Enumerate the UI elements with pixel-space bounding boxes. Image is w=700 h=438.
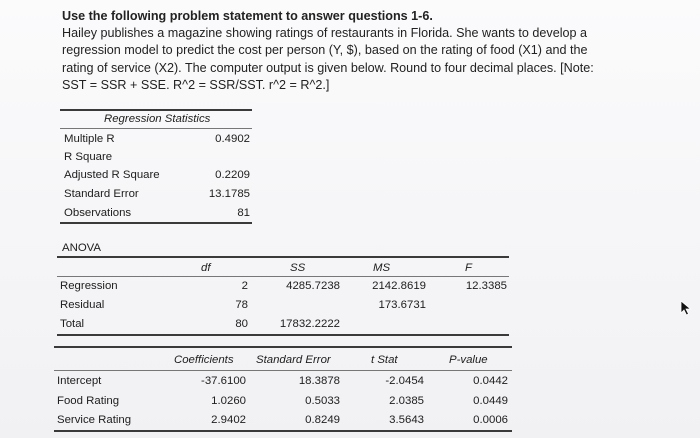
anova-f: 12.3385 — [465, 280, 507, 292]
coef-t-stat: 3.5643 — [389, 414, 424, 426]
anova-header-ss: SS — [290, 262, 306, 274]
regstats-title: Regression Statistics — [104, 113, 211, 125]
coef-header-t-stat: t Stat — [371, 354, 398, 366]
coef-top-rule — [54, 346, 512, 348]
anova-header-f: F — [465, 262, 472, 274]
coef-header-p-value: P-value — [449, 354, 488, 366]
regstats-label: Adjusted R Square — [64, 169, 160, 181]
anova-top-rule — [57, 256, 509, 258]
anova-row-label: Regression — [60, 280, 118, 292]
coef-value: -37.6100 — [201, 375, 246, 387]
problem-statement — [62, 8, 622, 94]
regstats-value: 0.2209 — [215, 169, 250, 181]
coef-t-stat: -2.0454 — [385, 375, 424, 387]
problem-line: Hailey publishes a magazine showing ratings of restaurants in Florida. She wants to develop a — [62, 26, 588, 41]
coef-bottom-rule — [54, 430, 512, 432]
regstats-label: Observations — [64, 207, 132, 219]
regstats-label: Standard Error — [64, 188, 139, 200]
problem-line: SST = SSR + SSE. R^2 = SSR/SST. r^2 = R^2.] — [62, 77, 330, 92]
regstats-label: R Square — [64, 151, 113, 163]
anova-header-rule — [57, 276, 509, 277]
coef-standard-error: 18.3878 — [298, 375, 340, 387]
regstats-value: 13.1785 — [208, 188, 250, 200]
coef-row-label: Food Rating — [57, 395, 120, 407]
coef-header-rule — [54, 370, 512, 371]
regstats-top-rule — [60, 109, 252, 111]
anova-df: 2 — [241, 280, 248, 292]
problem-line: rating of service (X2). The computer output is given below. Round to four decimal places. [Note: — [62, 60, 594, 75]
anova-header-df: df — [201, 262, 211, 274]
anova-df: 80 — [235, 318, 248, 330]
coef-row-label: Intercept — [57, 375, 102, 387]
anova-df: 78 — [235, 299, 248, 311]
anova-row-label: Total — [60, 318, 85, 330]
coef-standard-error: 0.5033 — [305, 395, 340, 407]
anova-ms: 2142.8619 — [372, 280, 426, 292]
anova-ss: 17832.2222 — [279, 318, 340, 330]
coef-header-coefficients: Coefficients — [174, 354, 234, 366]
coef-p-value: 0.0442 — [473, 375, 508, 387]
mouse-pointer-icon — [680, 300, 692, 316]
coef-row-label: Service Rating — [57, 414, 132, 426]
regstats-bottom-rule — [60, 222, 252, 224]
coef-standard-error: 0.8249 — [305, 414, 340, 426]
regstats-value: 81 — [237, 207, 250, 219]
coef-value: 1.0260 — [211, 395, 246, 407]
coef-t-stat: 2.0385 — [389, 395, 424, 407]
coef-value: 2.9402 — [211, 414, 246, 426]
regstats-label: Multiple R — [64, 133, 115, 145]
anova-row-label: Residual — [60, 299, 105, 311]
problem-line: regression model to predict the cost per person (Y, $), based on the rating of food (X1) and the — [62, 43, 588, 58]
anova-ms: 173.6731 — [378, 299, 426, 311]
problem-heading: Use the following problem statement to answer questions 1-6. — [62, 9, 433, 23]
anova-ss: 4285.7238 — [286, 280, 340, 292]
regstats-value: 0.4902 — [215, 133, 250, 145]
anova-title: ANOVA — [62, 242, 102, 254]
regstats-header-rule — [60, 128, 252, 129]
coef-p-value: 0.0449 — [473, 395, 508, 407]
coef-header-standard-error: Standard Error — [256, 354, 331, 366]
coef-p-value: 0.0006 — [473, 414, 508, 426]
anova-header-ms: MS — [373, 262, 391, 274]
anova-bottom-rule — [57, 334, 509, 336]
